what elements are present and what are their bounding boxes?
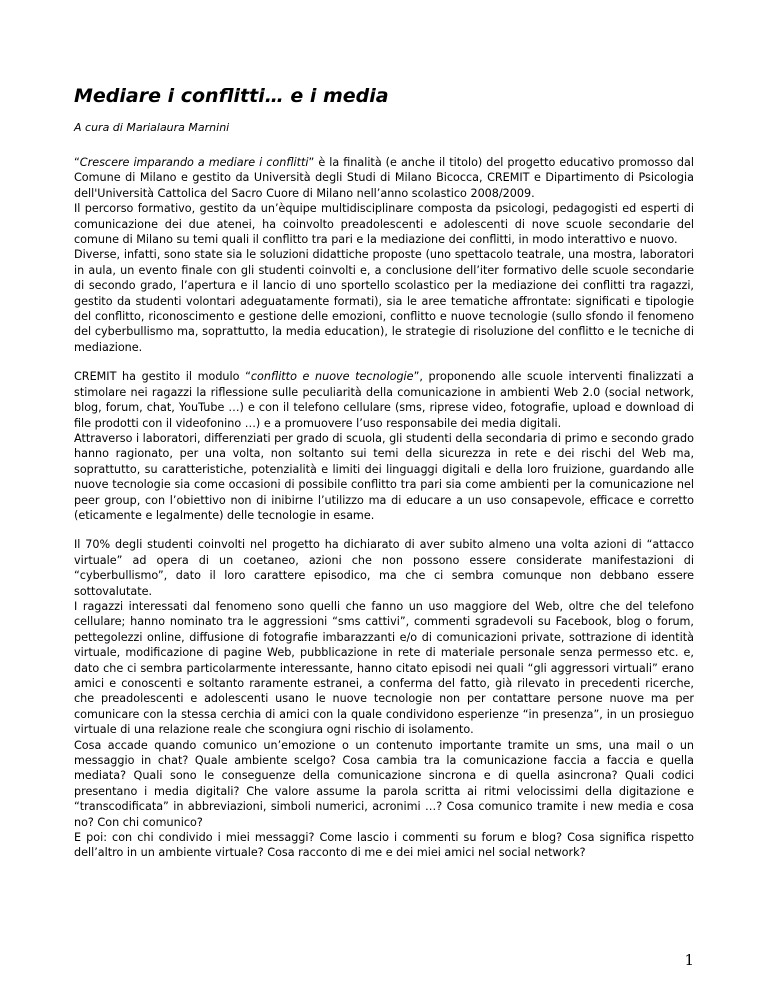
module-title-emphasis: conflitto e nuove tecnologie (250, 370, 414, 384)
paragraph-domande: Cosa accade quando comunico un’emozione o un contenuto importante tramite un sms, una mail o un messaggio in chat? Quale ambiente scelgo? Cosa cambia tra la comunicazione faccia a faccia e quella mediata? Quali sono le conseguenze della comunicazione sincrona e di quella asincrona? Quali codici presentano i media digitali? Che valore assume la parola scritta ai ritmi velocissimi della digitazione e “transcodificata” in abbreviazioni, simboli numerici, acronimi …? Cosa comunico tramite i new media e cosa no? Con chi comunico? (74, 738, 694, 829)
document-page (74, 84, 694, 861)
project-title-emphasis: Crescere imparando a mediare i conflitti (79, 156, 309, 169)
paragraph-laboratori: Attraverso i laboratori, differenziati per grado di scuola, gli studenti della secondaria di primo e secondo grado hanno ragionato, per una volta, non soltanto sui temi della sicurezza in rete e dei rischi del Web ma, soprattutto, su caratteristiche, potenzialità e limiti dei linguaggi digitali e della loro fruizione, guardando alle nuove tecnologie sia come occasioni di possibile conflitto tra pari sia come ambienti per la comunicazione nel peer group, con l’obiettivo non di inibirne l’utilizzo ma di educare a un uso consapevole, efficace e corretto (eticamente e legalmente) delle tecnologie in esame. (74, 431, 694, 522)
paragraph-statistica: Il 70% degli studenti coinvolti nel progetto ha dichiarato di aver subito almeno una volta azioni di “attacco virtuale” ad opera di un coetaneo, azioni che non possono essere considerate manifestazioni di “cyberbullismo”, dato il loro carattere episodico, ma che ci sembra comunque non debbano essere sottovalutate. (74, 538, 694, 598)
paragraph-condivisione: E poi: con chi condivido i miei messaggi? Come lascio i commenti su forum e blog? Cosa significa rispetto dell’altro in un ambiente virtuale? Cosa racconto di me e dei miei amici nel social network? (74, 831, 694, 860)
paragraph-soluzioni: Diverse, infatti, sono state sia le soluzioni didattiche proposte (uno spettacolo teatrale, una mostra, laboratori in aula, un evento finale con gli studenti coinvolti e, a conclusione dell’iter formativo delle scuole secondarie di secondo grado, l’apertura e il lancio di uno sportello scolastico per la mediazione dei conflitti tra ragazzi, gestito da studenti volontari adeguatamente formati), sia le aree tematiche affrontate: significati e tipologie del conflitto, riconoscimento e gestione delle emozioni, conflitto e nuove tecnologie (sullo sfondo il fenomeno del cyberbullismo ma, soprattutto, la media education), le strategie di risoluzione del conflitto e le tecniche di mediazione. (74, 248, 694, 354)
article-title: Mediare i conflitti… e i media (74, 85, 389, 107)
paragraph-cremit-text: ”, proponendo alle scuole interventi finalizzati a stimolare nei ragazzi la riflessione sulle peculiarità della comunicazione in ambienti Web 2.0 (social network, blog, forum, chat, YouTube …) e con il telefono cellulare (sms, riprese video, fotografie, upload e download di file prodotti con il videofonino …) e a promuovere l’uso responsabile dei media digitali. (74, 370, 695, 430)
page-number: 1 (684, 951, 694, 969)
paragraph-intro-text: è la finalità (e anche il titolo) del progetto educativo promosso dal Comune di Milano e gestito da Università degli Studi di Milano Bicocca, CREMIT e Dipartimento di Psicologia dell'Università Cattolica del Sacro Cuore di Milano nell’anno scolastico 2008/2009. (74, 156, 694, 200)
paragraph-cremit (74, 369, 694, 431)
article-byline: A cura di Marialaura Marnini (74, 121, 230, 134)
paragraph-cremit-start: CREMIT ha gestito il modulo “ (74, 370, 251, 384)
paragraph-ragazzi: I ragazzi interessati dal fenomeno sono quelli che fanno un uso maggiore del Web, oltre che del telefono cellulare; hanno nominato tra le aggressioni “sms cattivi”, commenti sgradevoli su Facebook, blog o forum, pettegolezzi online, diffusione di fotografie imbarazzanti e/o di comunicazioni private, sottrazione di identità virtuale, modificazione di pagine Web, pubblicazione in rete di materiale personale senza permesso etc. e, dato che ci sembra particolarmente interessante, hanno citato episodi nei quali “gli aggressori virtuali” erano amici e conoscenti e soltanto raramente estranei, a conferma del fatto, già rilevato in precedenti ricerche, che preadolescenti e adolescenti usano le nuove tecnologie non per contattare persone nuove ma per comunicare con la stessa cerchia di amici con la quale condividono esperienze “in presenza”, in un prosieguo virtuale di una relazione reale che scongiura ogni rischio di isolamento. (74, 599, 694, 737)
paragraph-intro: “Crescere imparando a mediare i conflitti” è la finalità (e anche il titolo) del progetto educativo promosso dal Comune di Milano e gestito da Università degli Studi di Milano Bicocca, CREMIT e Dipartimento di Psicologia dell'Università Cattolica del Sacro Cuore di Milano nell’anno scolastico 2008/2009. (74, 156, 694, 200)
paragraph-percorso: Il percorso formativo, gestito da un’èquipe multidisciplinare composta da psicologi, pedagogisti ed esperti di comunicazione dei due atenei, ha coinvolto preadolescenti e adolescenti di nove scuole secondarie del comune di Milano su temi quali il conflitto tra pari e la mediazione dei conflitti, in modo interattivo e nuovo. (74, 202, 694, 247)
